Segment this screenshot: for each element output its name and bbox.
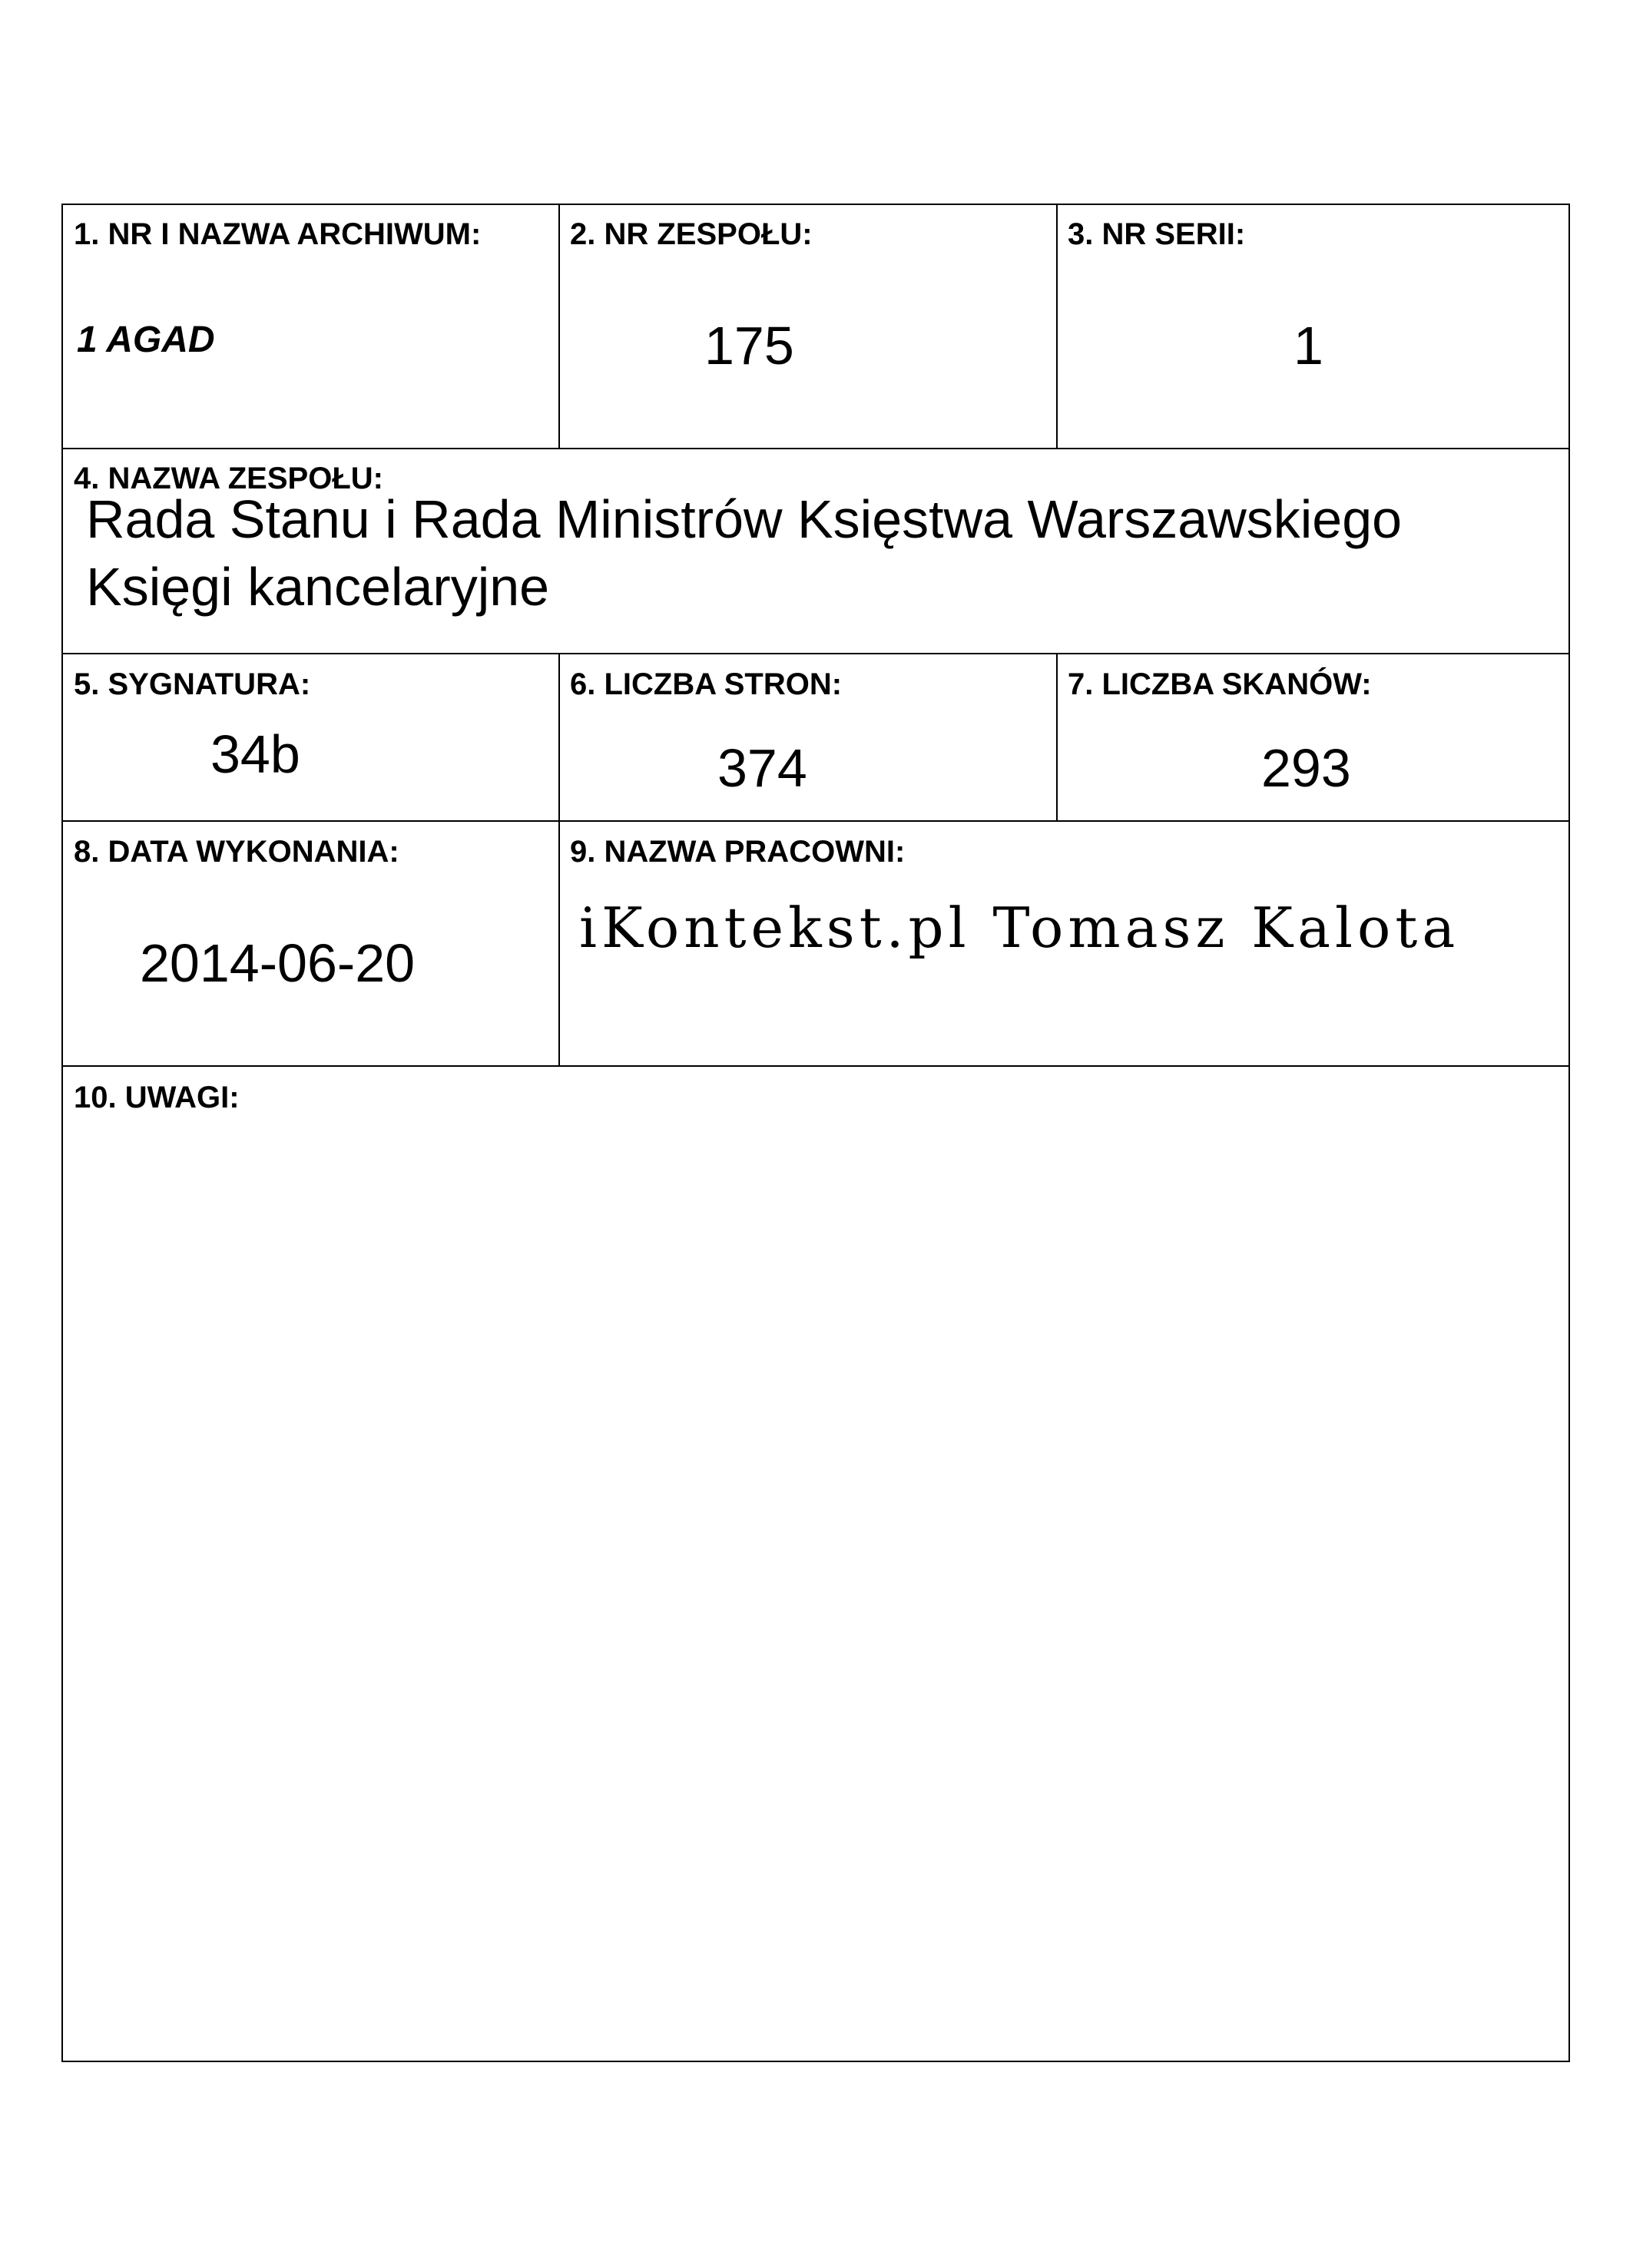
fonds-number-value: 175	[704, 316, 794, 376]
date-label: 8. DATA WYKONANIA:	[74, 835, 399, 869]
scan-count-label: 7. LICZBA SKANÓW:	[1068, 667, 1372, 701]
fonds-name-label: 4. NAZWA ZESPOŁU:	[74, 462, 383, 495]
row-divider	[63, 653, 1568, 654]
studio-value: iKontekst.pl Tomasz Kalota	[579, 896, 1460, 960]
fonds-number-label: 2. NR ZESPOŁU:	[570, 217, 813, 251]
fonds-name-line-1: Rada Stanu i Rada Ministrów Księstwa Warszawskiego	[86, 489, 1403, 549]
page-count-value: 374	[717, 738, 807, 798]
date-value: 2014-06-20	[140, 933, 416, 993]
column-divider	[558, 820, 560, 1065]
remarks-label: 10. UWAGI:	[74, 1081, 240, 1114]
page-count-label: 6. LICZBA STRON:	[570, 667, 843, 701]
row-divider	[63, 448, 1568, 449]
signature-label: 5. SYGNATURA:	[74, 667, 311, 701]
column-divider	[558, 653, 560, 820]
studio-label: 9. NAZWA PRACOWNI:	[570, 835, 906, 869]
series-number-label: 3. NR SERII:	[1068, 217, 1246, 251]
scan-count-value: 293	[1261, 738, 1351, 798]
row-divider	[63, 1065, 1568, 1067]
column-divider	[1056, 205, 1058, 448]
row-divider	[63, 820, 1568, 822]
fonds-name-line-2: Księgi kancelaryjne	[86, 557, 550, 617]
archive-label: 1. NR I NAZWA ARCHIWUM:	[74, 217, 482, 251]
column-divider	[1056, 653, 1058, 820]
metadata-form	[61, 204, 1570, 2062]
signature-value: 34b	[210, 724, 300, 784]
column-divider	[558, 205, 560, 448]
series-number-value: 1	[1293, 316, 1323, 376]
archive-value: 1 AGAD	[77, 320, 215, 360]
